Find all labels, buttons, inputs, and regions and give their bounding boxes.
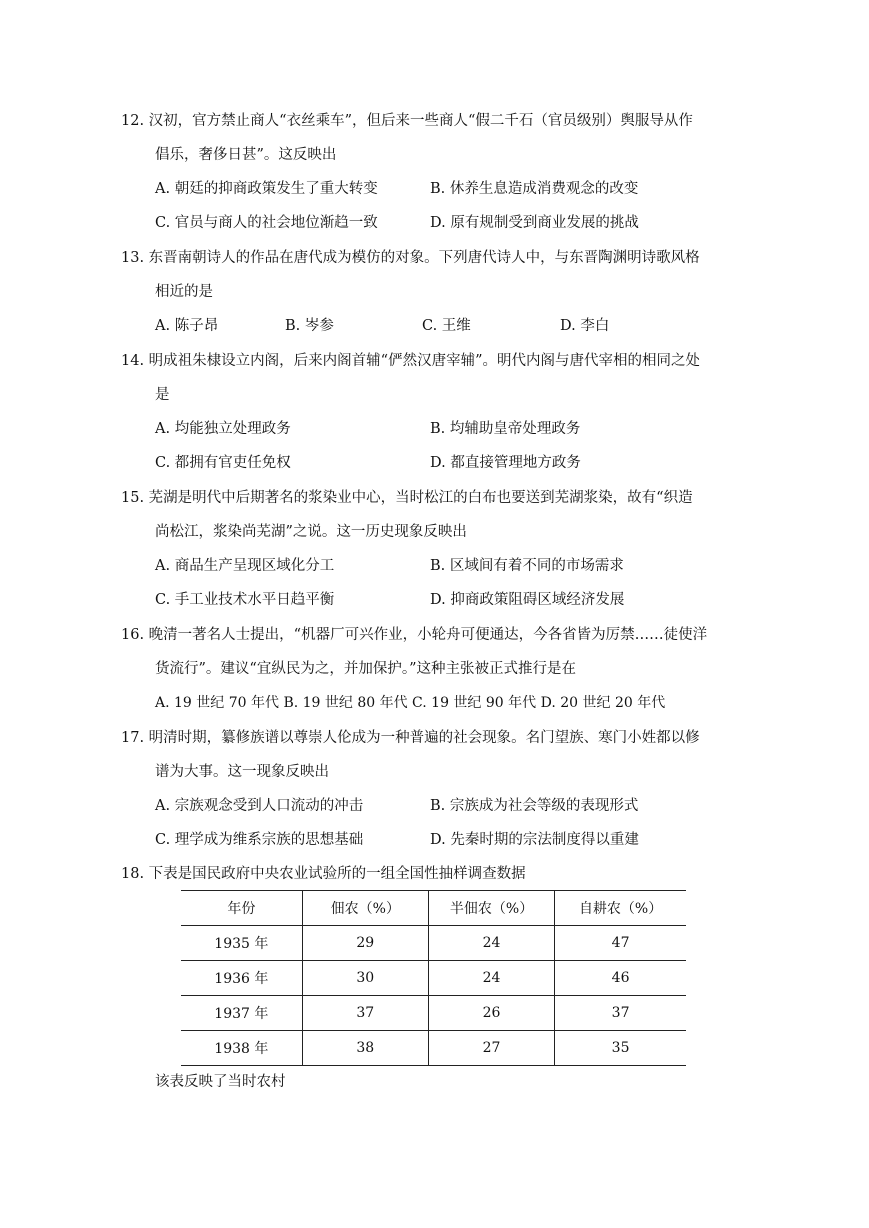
table-cell: 1935 年 bbox=[181, 926, 302, 961]
q17-option-b: B. 宗族成为社会等级的表现形式 bbox=[430, 798, 639, 814]
q17-option-c: C. 理学成为维系宗族的思想基础 bbox=[155, 832, 364, 848]
table-cell: 1936 年 bbox=[181, 961, 302, 996]
q13-option-a: A. 陈子昂 bbox=[155, 318, 219, 334]
question-12-line-1 bbox=[121, 111, 693, 131]
question-number: 14. bbox=[121, 353, 145, 369]
table-cell: 24 bbox=[428, 961, 554, 996]
question-stem: 东晋南朝诗人的作品在唐代成为模仿的对象。下列唐代诗人中，与东晋陶渊明诗歌风格 bbox=[148, 250, 700, 266]
q13-option-d: D. 李白 bbox=[560, 318, 610, 334]
table-cell: 47 bbox=[555, 926, 686, 961]
q17-option-a: A. 宗族观念受到人口流动的冲击 bbox=[155, 798, 364, 814]
question-stem: 明清时期，纂修族谱以尊崇人伦成为一种普遍的社会现象。名门望族、寒门小姓都以修 bbox=[148, 730, 700, 746]
q14-option-d: D. 都直接管理地方政务 bbox=[430, 455, 581, 471]
question-14-line-1 bbox=[121, 351, 700, 371]
table-cell: 1938 年 bbox=[181, 1031, 302, 1066]
table-row bbox=[181, 1031, 686, 1066]
question-17-line-1 bbox=[121, 728, 700, 748]
q12-option-d: D. 原有规制受到商业发展的挑战 bbox=[430, 215, 639, 231]
q13-option-b: B. 岑参 bbox=[285, 318, 334, 334]
question-number: 16. bbox=[121, 627, 145, 643]
q16-options: A. 19 世纪 70 年代 B. 19 世纪 80 年代 C. 19 世纪 90 年代 D. 20 世纪 20 年代 bbox=[155, 695, 666, 711]
question-16-line-2: 货流行”。建议“宜纵民为之，并加保护。”这种主张被正式推行是在 bbox=[155, 661, 576, 677]
table-cell: 37 bbox=[302, 996, 428, 1031]
table-cell: 1937 年 bbox=[181, 996, 302, 1031]
question-13-line-1 bbox=[121, 248, 700, 268]
table-row bbox=[181, 996, 686, 1031]
question-16-line-1 bbox=[121, 625, 707, 645]
table-cell: 38 bbox=[302, 1031, 428, 1066]
q12-option-c: C. 官员与商人的社会地位渐趋一致 bbox=[155, 215, 378, 231]
header-semi-tenant: 半佃农（%） bbox=[428, 891, 554, 926]
question-number: 17. bbox=[121, 730, 145, 746]
q15-option-b: B. 区域间有着不同的市场需求 bbox=[430, 558, 624, 574]
question-number: 12. bbox=[121, 113, 145, 129]
q15-option-c: C. 手工业技术水平日趋平衡 bbox=[155, 592, 335, 608]
question-14-line-2: 是 bbox=[155, 387, 170, 403]
table-cell: 26 bbox=[428, 996, 554, 1031]
question-stem: 明成祖朱棣设立内阁，后来内阁首辅“俨然汉唐宰辅”。明代内阁与唐代宰相的相同之处 bbox=[148, 353, 700, 369]
question-18-line-1 bbox=[121, 864, 526, 884]
question-13-line-2: 相近的是 bbox=[155, 284, 213, 300]
table-cell: 46 bbox=[555, 961, 686, 996]
table-row bbox=[181, 961, 686, 996]
question-number: 13. bbox=[121, 250, 145, 266]
question-12-line-2: 倡乐，奢侈日甚”。这反映出 bbox=[155, 147, 337, 163]
q13-option-c: C. 王维 bbox=[422, 318, 471, 334]
question-17-line-2: 谱为大事。这一现象反映出 bbox=[155, 764, 329, 780]
question-stem: 下表是国民政府中央农业试验所的一组全国性抽样调查数据 bbox=[148, 866, 526, 882]
q15-option-d: D. 抑商政策阻碍区域经济发展 bbox=[430, 592, 625, 608]
header-owner: 自耕农（%） bbox=[555, 891, 686, 926]
table-cell: 29 bbox=[302, 926, 428, 961]
survey-data-table bbox=[181, 890, 686, 1066]
q12-option-b: B. 休养生息造成消费观念的改变 bbox=[430, 181, 639, 197]
question-15-line-2: 尚松江，浆染尚芜湖”之说。这一历史现象反映出 bbox=[155, 524, 467, 540]
q14-option-c: C. 都拥有官吏任免权 bbox=[155, 455, 291, 471]
table-row bbox=[181, 926, 686, 961]
table-header-row bbox=[181, 891, 686, 926]
question-15-line-1 bbox=[121, 488, 693, 508]
q12-option-a: A. 朝廷的抑商政策发生了重大转变 bbox=[155, 181, 378, 197]
question-stem: 汉初，官方禁止商人“衣丝乘车”，但后来一些商人“假二千石（官员级别）舆服导从作 bbox=[148, 113, 693, 129]
table-cell: 35 bbox=[555, 1031, 686, 1066]
header-year: 年份 bbox=[181, 891, 302, 926]
table-cell: 27 bbox=[428, 1031, 554, 1066]
table-cell: 37 bbox=[555, 996, 686, 1031]
question-stem: 芜湖是明代中后期著名的浆染业中心，当时松江的白布也要送到芜湖浆染，故有“织造 bbox=[148, 490, 693, 506]
question-number: 18. bbox=[121, 866, 145, 882]
q14-option-b: B. 均辅助皇帝处理政务 bbox=[430, 421, 581, 437]
table-cell: 24 bbox=[428, 926, 554, 961]
question-stem: 晚清一著名人士提出，“机器厂可兴作业，小轮舟可便通达，今各省皆为厉禁……徒使洋 bbox=[148, 627, 708, 643]
after-table-text: 该表反映了当时农村 bbox=[155, 1074, 286, 1090]
question-number: 15. bbox=[121, 490, 145, 506]
table-cell: 30 bbox=[302, 961, 428, 996]
q14-option-a: A. 均能独立处理政务 bbox=[155, 421, 291, 437]
header-tenant: 佃农（%） bbox=[302, 891, 428, 926]
q15-option-a: A. 商品生产呈现区域化分工 bbox=[155, 558, 335, 574]
q17-option-d: D. 先秦时期的宗法制度得以重建 bbox=[430, 832, 639, 848]
